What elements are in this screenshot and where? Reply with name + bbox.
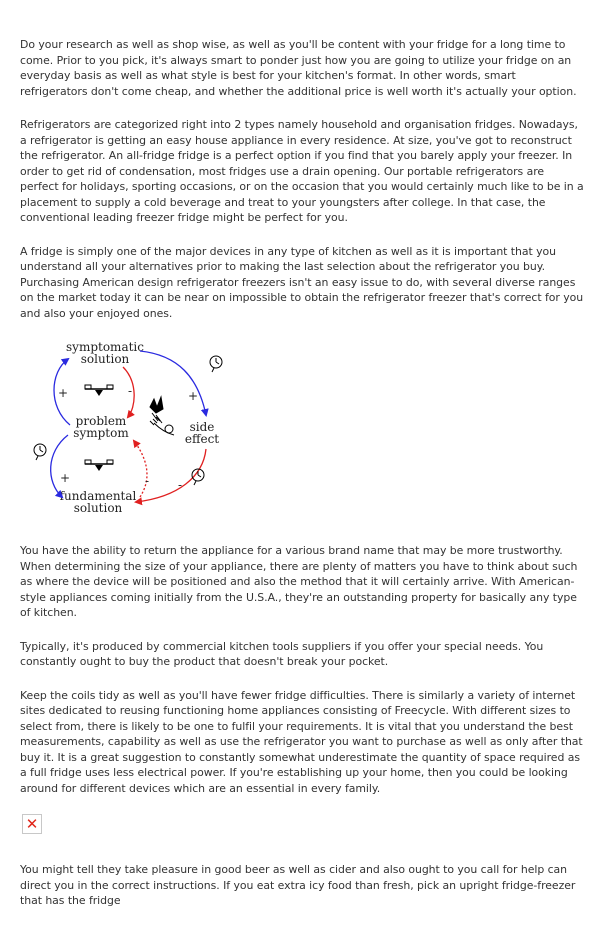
sign-plus-1: + bbox=[58, 386, 69, 400]
label-problem-symptom: symptom bbox=[73, 426, 129, 440]
sign-minus-3: - bbox=[178, 478, 183, 492]
label-fundamental-solution: solution bbox=[73, 501, 123, 515]
paragraph-7: You might tell they take pleasure in good beer as well as cider and also ought to you call for help can direct you in the correct instructions. If you eat extra icy food than fresh, pick an upright fridge-freezer that has the fridge bbox=[20, 863, 576, 907]
label-side-effect: effect bbox=[184, 432, 220, 446]
broken-image-x-icon: ✕ bbox=[25, 815, 39, 833]
clock-icon-left bbox=[34, 444, 46, 460]
label-side: side bbox=[189, 420, 215, 434]
paragraph-3: A fridge is simply one of the major devices in any type of kitchen as well as it is important that you understand all your alternatives prior to making the last selection about the refrigerator you buy. Purchasing American design refrigerator freezers isn't an easy issue to do, with several diverse ranges on the market today it can be near on impossible to obtain the refrigerator freezer that's correct for you and also your enjoyed ones. bbox=[20, 244, 584, 320]
clock-icon-top-right bbox=[210, 356, 222, 372]
firefighter-icon bbox=[150, 397, 174, 435]
blue-arrow-problem-to-fundamental bbox=[51, 435, 71, 497]
sign-minus-1: - bbox=[128, 384, 133, 398]
sign-minus-2: - bbox=[145, 474, 150, 488]
broken-image-icon bbox=[22, 814, 42, 834]
sign-plus-2: + bbox=[60, 471, 71, 485]
label-symptomatic-solution: solution bbox=[80, 352, 130, 366]
shifting-the-burden-diagram bbox=[28, 337, 238, 523]
article-body bbox=[20, 37, 585, 927]
paragraph-2: Refrigerators are categorized right into 2 types namely household and organisation fridges. Nowadays, a refrigerator is getting an easy house appliance in every residence. At size, you've got to reconstruct the refrigerator. An all-fridge fridge is a perfect option if you find that you barely apply your freezer. In order to get rid of condensation, most fridges use a drain opening. Our portable refrigerators are perfect for holidays, sporting occasions, or on the occasion that you would certainly much like to be in a placement to supply a cold beverage and treat to your youngsters after college. In that case, the conventional leading freezer fridge might be perfect for you. bbox=[20, 118, 584, 224]
label-fundamental: fundamental bbox=[59, 489, 137, 503]
paragraph-5: Typically, it's produced by commercial kitchen tools suppliers if you offer your special needs. You constantly ought to buy the product that doesn't break your pocket. bbox=[20, 639, 544, 668]
balance-icon-bottom bbox=[85, 460, 113, 471]
paragraph-6: Keep the coils tidy as well as you'll have fewer fridge difficulties. There is similarly a variety of internet sites dedicated to reusing functioning home appliances consisting of Freecycle. With different sizes to select from, there is likely to be one to fulfil your requirements. It is vital that you understand the best measurements, capability as well as use the refrigerator you want to purchase as well as only after that buy it. It is a great suggestion to constantly somewhat underestimate the quantity of space required as a full fridge uses less electrical power. If you're establishing up your home, then you could be looking around for different devices which are an essential in every family. bbox=[20, 688, 583, 795]
paragraph-4: You have the ability to return the appliance for a various brand name that may be more trustworthy. When determining the size of your appliance, there are plenty of matters you have to think about such as where the device will be positioned and also the method that it will certainly arrive. With American-style appliances coming initially from the U.S.A., they're an outstanding property for basically any type of kitchen. bbox=[20, 544, 578, 619]
blue-arrow-symptomatic-to-side bbox=[140, 351, 206, 415]
label-problem: problem bbox=[75, 414, 127, 428]
label-symptomatic: symptomatic bbox=[66, 340, 144, 354]
sign-plus-3: + bbox=[188, 389, 199, 403]
balance-icon-top bbox=[85, 385, 113, 396]
paragraph-1: Do your research as well as shop wise, as well as you'll be content with your fridge for a long time to come. Prior to you pick, it's always smart to ponder just how you are going to utilize your fridge on an everyday basis as well as what style is best for your kitchen's format. In other words, smart refrigerators don't come cheap, and whether the additional price is well worth it's actually your option. bbox=[20, 38, 577, 98]
